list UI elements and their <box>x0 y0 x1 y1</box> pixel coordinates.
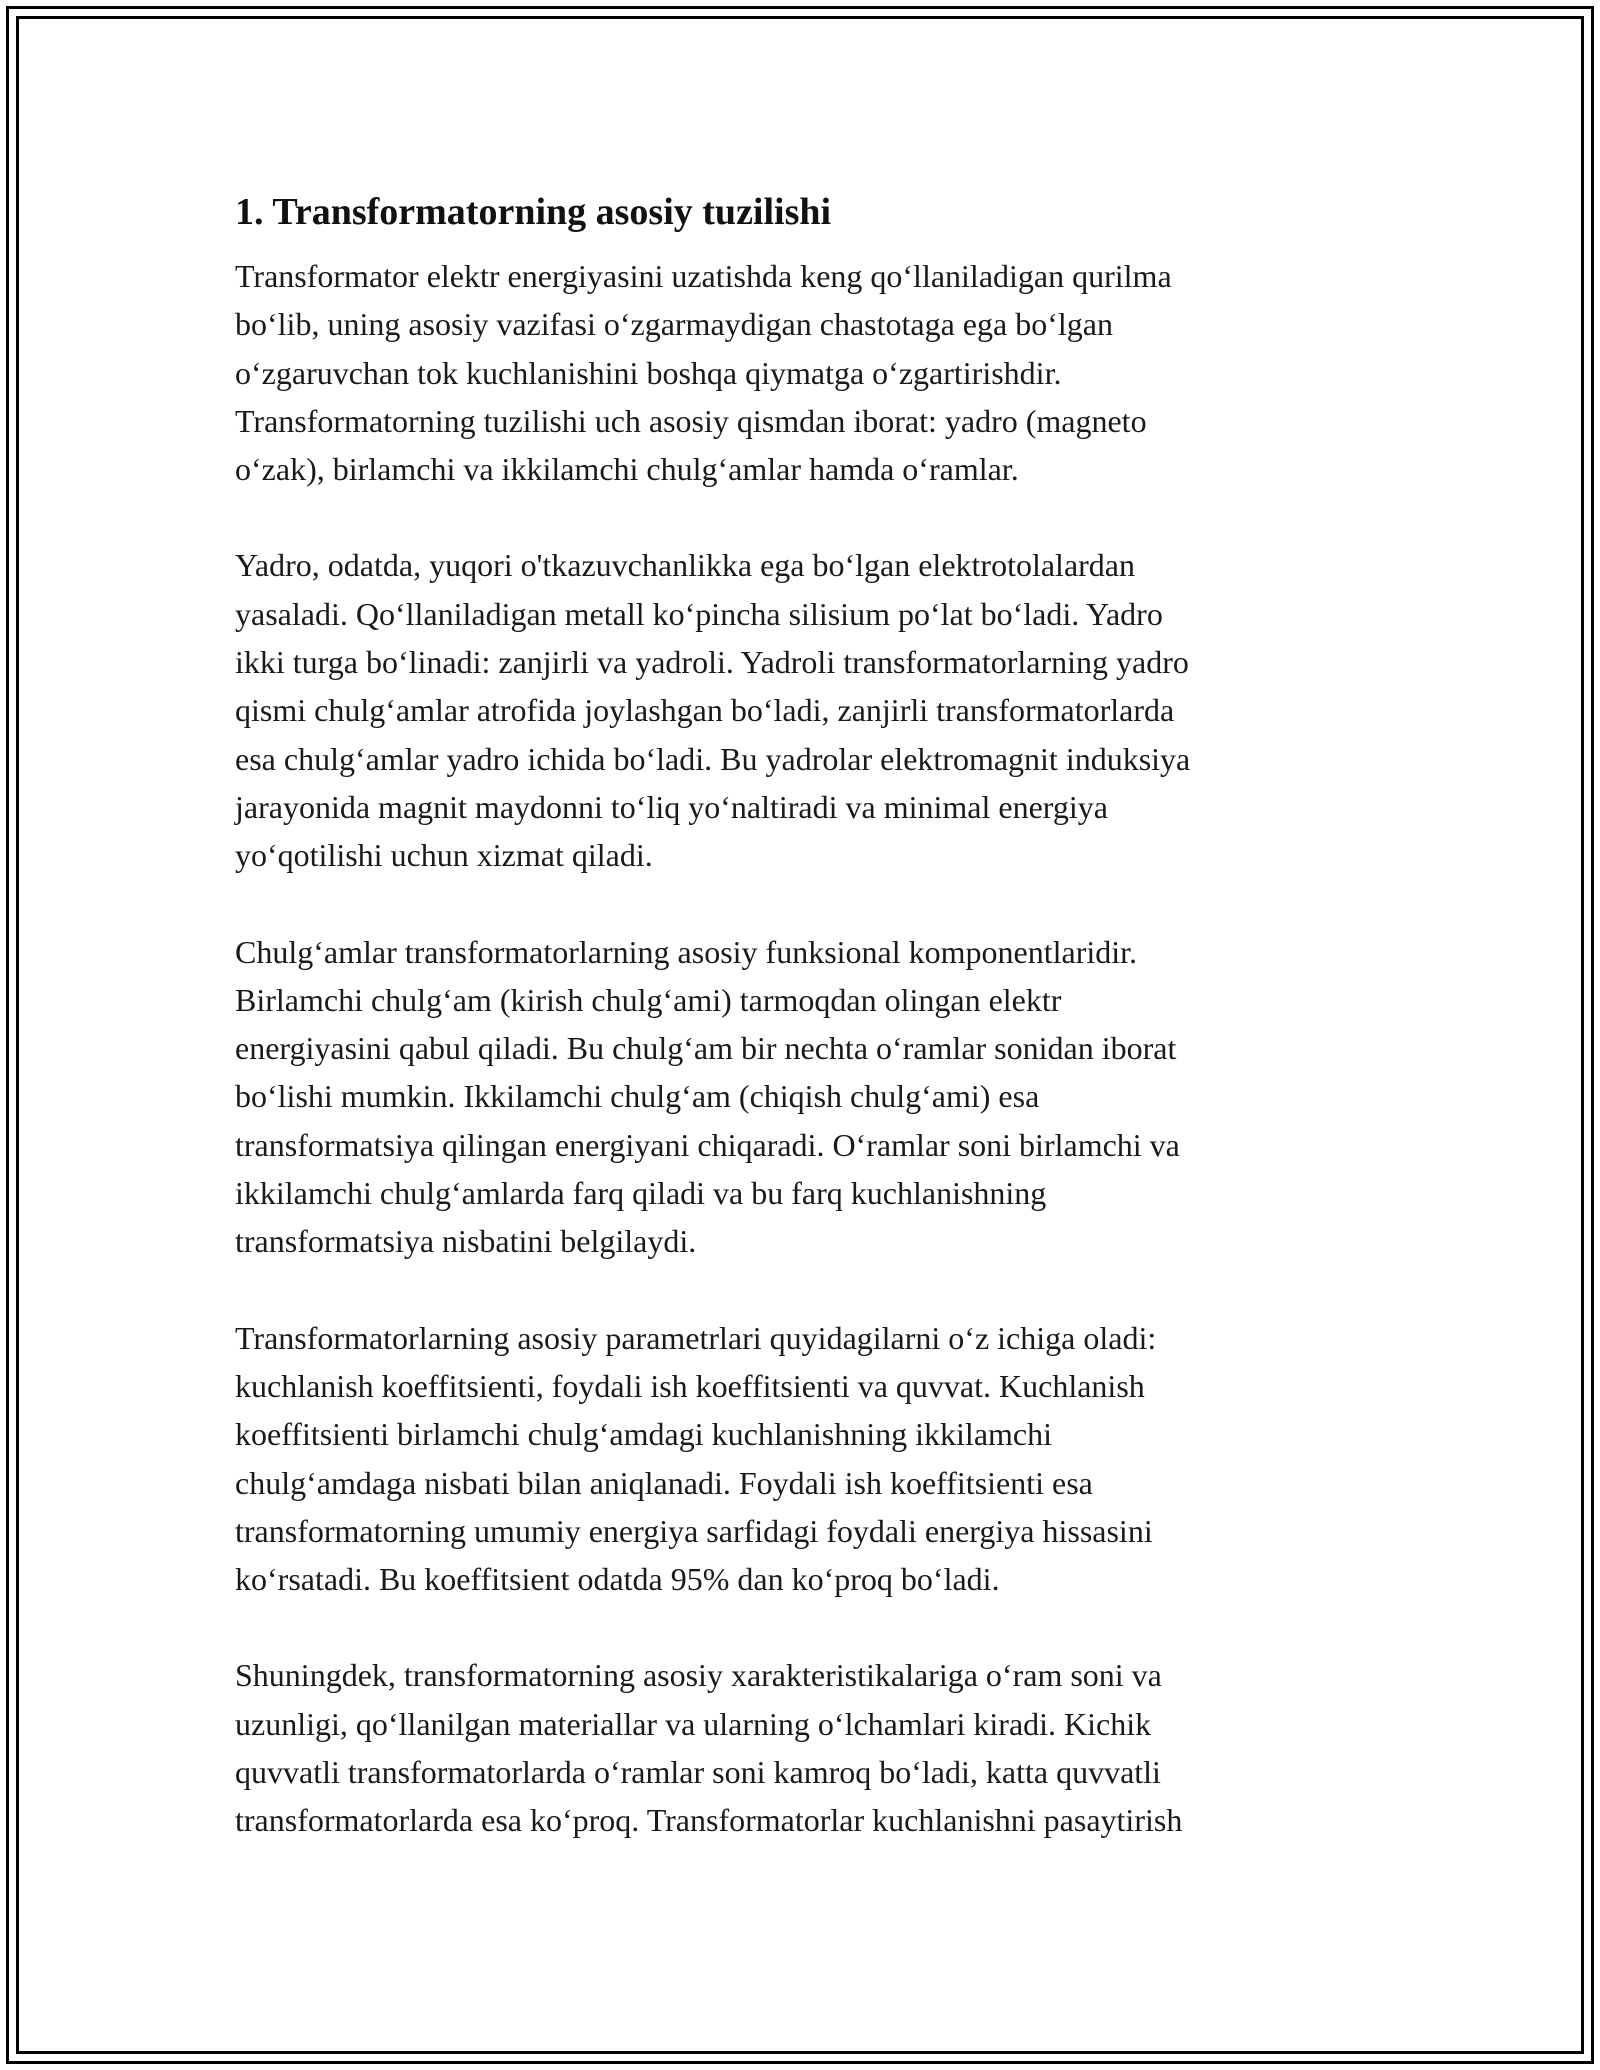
text-line: ko‘rsatadi. Bu koeffitsient odatda 95% dan ko‘proq bo‘ladi. <box>235 1561 1000 1598</box>
text-line: bo‘lib, uning asosiy vazifasi o‘zgarmaydigan chastotaga ega bo‘lgan <box>235 306 1113 343</box>
text-line: koeffitsienti birlamchi chulg‘amdagi kuchlanishning ikkilamchi <box>235 1416 1052 1453</box>
section-heading: 1. Transformatorning asosiy tuzilishi <box>235 191 832 233</box>
text-line: chulg‘amdaga nisbati bilan aniqlanadi. Foydali ish koeffitsienti esa <box>235 1464 1093 1501</box>
text-line: yo‘qotilishi uchun xizmat qiladi. <box>235 837 653 874</box>
text-line: Transformator elektr energiyasini uzatishda keng qo‘llaniladigan qurilma <box>235 258 1172 294</box>
document-body <box>235 186 1355 1893</box>
text-line: Yadro, odatda, yuqori o'tkazuvchanlikka ega bo‘lgan elektrotolalardan <box>235 547 1135 584</box>
text-line: Birlamchi chulg‘am (kirish chulg‘ami) tarmoqdan olingan elektr <box>235 981 1062 1018</box>
text-line: o‘zak), birlamchi va ikkilamchi chulg‘amlar hamda o‘ramlar. <box>235 451 1019 488</box>
paragraph-windings <box>235 928 1355 1266</box>
paragraph-characteristics <box>235 1651 1355 1844</box>
text-line: transformatorlarda esa ko‘proq. Transformatorlar kuchlanishni pasaytirish <box>235 1802 1183 1839</box>
text-line: jarayonida magnit maydonni to‘liq yo‘naltiradi va minimal energiya <box>235 788 1108 825</box>
text-line: ikki turga bo‘linadi: zanjirli va yadroli. Yadroli transformatorlarning yadro <box>235 644 1189 681</box>
text-line: yasaladi. Qo‘llaniladigan metall ko‘pincha silisium po‘lat bo‘ladi. Yadro <box>235 595 1163 632</box>
text-line: transformatsiya qilingan energiyani chiqaradi. O‘ramlar soni birlamchi va <box>235 1126 1180 1163</box>
paragraph-core <box>235 541 1355 879</box>
text-line: o‘zgaruvchan tok kuchlanishini boshqa qiymatga o‘zgartirishdir. <box>235 354 1062 391</box>
paragraph-parameters <box>235 1314 1355 1604</box>
text-line: energiyasini qabul qiladi. Bu chulg‘am bir nechta o‘ramlar sonidan iborat <box>235 1030 1177 1067</box>
text-line: Shuningdek, transformatorning asosiy xarakteristikalariga o‘ram soni va <box>235 1657 1162 1694</box>
text-line: esa chulg‘amlar yadro ichida bo‘ladi. Bu yadrolar elektromagnit induksiya <box>235 740 1191 777</box>
paragraph-intro <box>235 252 1355 493</box>
text-line: qismi chulg‘amlar atrofida joylashgan bo‘ladi, zanjirli transformatorlarda <box>235 692 1175 729</box>
text-line: transformatorning umumiy energiya sarfidagi foydali energiya hissasini <box>235 1512 1153 1549</box>
text-line: bo‘lishi mumkin. Ikkilamchi chulg‘am (chiqish chulg‘ami) esa <box>235 1078 1040 1115</box>
text-line: Transformatorlarning asosiy parametrlari quyidagilarni o‘z ichiga oladi: <box>235 1319 1157 1356</box>
text-line: quvvatli transformatorlarda o‘ramlar soni kamroq bo‘ladi, katta quvvatli <box>235 1754 1161 1791</box>
text-line: Chulg‘amlar transformatorlarning asosiy funksional komponentlaridir. <box>235 933 1138 970</box>
text-line: ikkilamchi chulg‘amlarda farq qiladi va bu farq kuchlanishning <box>235 1175 1047 1212</box>
text-line: Transformatorning tuzilishi uch asosiy qismdan iborat: yadro (magneto <box>235 402 1147 439</box>
text-line: kuchlanish koeffitsienti, foydali ish koeffitsienti va quvvat. Kuchlanish <box>235 1367 1145 1404</box>
text-line: uzunligi, qo‘llanilgan materiallar va ularning o‘lchamlari kiradi. Kichik <box>235 1705 1152 1742</box>
text-line: transformatsiya nisbatini belgilaydi. <box>235 1223 697 1260</box>
